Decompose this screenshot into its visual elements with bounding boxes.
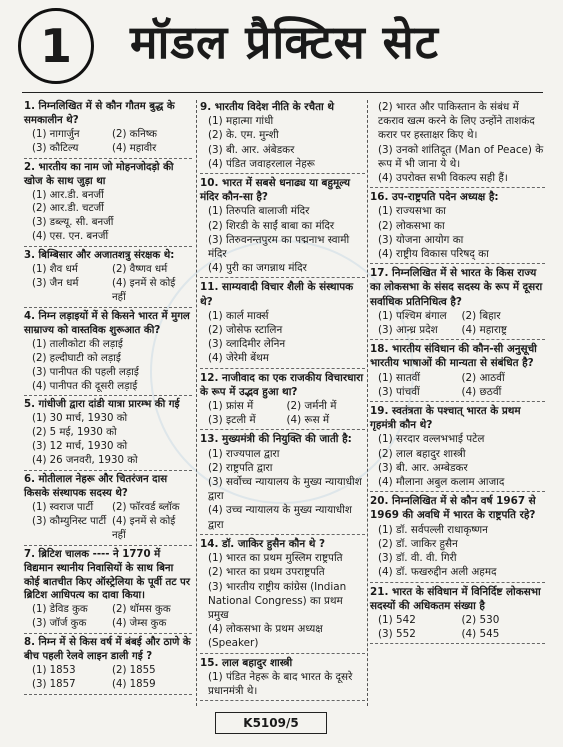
option-row bbox=[24, 128, 192, 142]
option: (3) 552 bbox=[378, 628, 416, 641]
question bbox=[24, 636, 192, 692]
option: (1) तिरुपति बालाजी मंदिर bbox=[208, 205, 310, 218]
question-separator bbox=[370, 491, 545, 492]
option: (3) योजना आयोग का bbox=[378, 233, 464, 246]
option-row bbox=[24, 142, 192, 156]
option: (2) कनिष्क bbox=[112, 128, 158, 140]
option: (3) व्लादिमीर लेनिन bbox=[208, 338, 286, 351]
option: (2) 1855 bbox=[112, 665, 156, 677]
option: (4) उच्च न्यायालय के मुख्य न्यायाधीश द्वारा bbox=[208, 504, 352, 531]
question bbox=[370, 585, 545, 642]
option-row bbox=[370, 309, 545, 323]
option: (1) फ्रांस में bbox=[208, 400, 254, 413]
option: (2) वैष्णव धर्म bbox=[112, 264, 168, 276]
option: (2) लोकसभा का bbox=[378, 219, 445, 232]
question-separator bbox=[200, 534, 365, 535]
option: (4) उपरोक्त सभी विकल्प सही हैं। bbox=[378, 172, 508, 185]
option-row bbox=[200, 413, 365, 427]
question-separator bbox=[24, 158, 192, 159]
option: (1) नागार्जुन bbox=[32, 128, 80, 140]
option: (3) 1857 bbox=[32, 678, 76, 690]
question bbox=[200, 280, 365, 365]
option: (4) महाराष्ट्र bbox=[461, 324, 507, 337]
option: (4) 1859 bbox=[112, 678, 156, 690]
question-separator bbox=[24, 694, 192, 695]
question-separator bbox=[24, 307, 192, 308]
question bbox=[200, 176, 365, 275]
option-row bbox=[24, 603, 192, 617]
option: (4) लोकसभा के प्रथम अध्यक्ष (Speaker) bbox=[208, 623, 323, 650]
option-row bbox=[24, 277, 192, 305]
option: (4) इनमें से कोई नहीं bbox=[112, 515, 176, 541]
option: (2) राष्ट्रपति द्वारा bbox=[208, 461, 273, 474]
question-text: 7. ब्रिटिश चालक ---- ने 1770 में विद्यमान स्थानीय निवासियों के साथ बिना कोई बातचीत किए ऑस्ट्रेलिया के पूर्वी तट पर ब्रिटिश आधिपत्य का दावा किया। bbox=[24, 548, 190, 602]
option: (4) पानीपत की दूसरी लड़ाई bbox=[32, 380, 138, 392]
option: (3) जॉर्ज कुक bbox=[32, 618, 87, 630]
question bbox=[200, 537, 365, 651]
question-text: 17. निम्नलिखित में से भारत के किस राज्य का लोकसभा के संसद सदस्य के रूप में दूसरा सर्वाधिक प्रतिनिधित्व है? bbox=[370, 267, 543, 308]
option-row bbox=[24, 617, 192, 631]
option: (1) भारत का प्रथम मुस्लिम राष्ट्रपति bbox=[208, 552, 343, 565]
option: (1) महात्मा गांधी bbox=[208, 115, 274, 128]
question-text: 1. निम्नलिखित में से कौन गौतम बुद्ध के समकालीन थे? bbox=[24, 101, 175, 126]
option: (3) तिरुवनन्तपुरम का पद्मनाभ स्वामी मंदिर bbox=[208, 233, 350, 261]
question bbox=[200, 656, 365, 699]
option: (2) 530 bbox=[461, 613, 500, 626]
option: (3) बी. आर. अम्बेडकर bbox=[378, 461, 468, 474]
header-divider bbox=[22, 92, 543, 93]
option-row bbox=[370, 323, 545, 337]
question-separator bbox=[200, 277, 365, 278]
question-text: 14. डॉ. जाकिर हुसैन कौन थे ? bbox=[200, 537, 326, 550]
question-separator bbox=[370, 643, 545, 644]
question-separator bbox=[24, 633, 192, 634]
option: (2) लाल बहादुर शास्त्री bbox=[378, 447, 466, 460]
column-divider-1 bbox=[196, 100, 197, 706]
option: (1) कार्ल मार्क्स bbox=[208, 309, 269, 322]
option-row bbox=[24, 664, 192, 678]
question-separator bbox=[200, 368, 365, 369]
option: (3) जैन धर्म bbox=[32, 278, 79, 290]
option: (1) शैव धर्म bbox=[32, 264, 78, 276]
option: (3) 12 मार्च, 1930 को bbox=[32, 441, 128, 453]
option: (1) पश्चिम बंगाल bbox=[378, 309, 447, 322]
option: (3) आन्ध्र प्रदेश bbox=[378, 324, 438, 337]
question-text: 21. भारत के संविधान में विनिर्दिष्ट लोकसभा सदस्यों की अधिकतम संख्या है bbox=[370, 585, 541, 612]
question-text: 12. नाजीवाद का एक राजकीय विचारधारा के रूप में उद्भव हुआ था? bbox=[200, 371, 364, 398]
page-code: K5109/5 bbox=[215, 712, 327, 734]
question-text: 11. साम्यवादी विचार शैली के संस्थापक थे? bbox=[200, 281, 354, 308]
question-separator bbox=[370, 401, 545, 402]
question bbox=[24, 398, 192, 468]
option: (1) सरदार वल्लभभाई पटेल bbox=[378, 433, 485, 446]
option: (4) 26 जनवरी, 1930 को bbox=[32, 455, 138, 467]
option-row bbox=[370, 385, 545, 399]
column-divider-2 bbox=[367, 100, 368, 706]
option: (1) डेविड कुक bbox=[32, 604, 88, 616]
question bbox=[24, 161, 192, 245]
option: (4) इनमें से कोई नहीं bbox=[112, 278, 176, 303]
option: (4) पंडित जवाहरलाल नेहरू bbox=[208, 157, 315, 170]
option: (2) जर्मनी में bbox=[286, 400, 337, 413]
question-text: 20. निम्नलिखित में से कौन वर्ष 1967 से 1969 की अवधि में भारत के राष्ट्रपति रहे? bbox=[370, 495, 536, 522]
option-row bbox=[24, 501, 192, 515]
option: (4) महावीर bbox=[112, 142, 157, 154]
option: (1) 30 मार्च, 1930 को bbox=[32, 413, 128, 425]
question bbox=[200, 100, 365, 171]
column-3 bbox=[370, 100, 545, 646]
option: (3) बी. आर. अंबेडकर bbox=[208, 143, 295, 156]
option: (3) उनको शांतिदूत (Man of Peace) के रूप में भी जाना ये थे। bbox=[378, 143, 544, 170]
question-separator bbox=[370, 582, 545, 583]
question-text: 13. मुख्यमंत्री की नियुक्ति की जाती है: bbox=[200, 433, 352, 446]
option: (3) कौम्युनिस्ट पार्टी bbox=[32, 515, 107, 527]
set-number-badge: 1 bbox=[18, 8, 94, 84]
option: (2) डॉ. जाकिर हुसैन bbox=[378, 537, 458, 550]
option: (2) भारत और पाकिस्तान के संबंध में टकराव खत्म करने के लिए उन्होंने ताशकंद करार पर हस्ताक्षर किए थे। bbox=[378, 101, 535, 142]
option: (2) जोसेफ स्टालिन bbox=[208, 324, 283, 337]
option-row bbox=[24, 678, 192, 692]
option: (4) छठवीं bbox=[461, 385, 502, 398]
question-separator bbox=[370, 187, 545, 188]
option: (4) पुरी का जगन्नाथ मंदिर bbox=[208, 262, 307, 275]
question bbox=[24, 310, 192, 394]
question-text: 18. भारतीय संविधान की कौन-सी अनुसूची भारतीय भाषाओं की मान्यता से संबंधित है? bbox=[370, 343, 537, 370]
option: (3) इटली में bbox=[208, 414, 256, 427]
question-text: 10. भारत में सबसे धनाढ्य या बहुमूल्य मंदिर कौन-सा है? bbox=[200, 177, 350, 204]
question-text: 15. लाल बहादुर शास्त्री bbox=[200, 656, 293, 669]
question-separator bbox=[24, 246, 192, 247]
option: (1) स्वराज पार्टी bbox=[32, 501, 94, 513]
question-separator bbox=[370, 263, 545, 264]
question-text: 2. भारतीय का नाम जो मोहनजोदड़ो की खोज के साथ जुड़ा था bbox=[24, 161, 174, 187]
question bbox=[24, 249, 192, 305]
option: (3) सर्वोच्च न्यायालय के मुख्य न्यायाधीश द्वारा bbox=[208, 476, 362, 503]
column-2 bbox=[200, 100, 365, 703]
question bbox=[370, 266, 545, 337]
question bbox=[370, 494, 545, 579]
question-separator bbox=[200, 700, 365, 701]
option-row bbox=[370, 613, 545, 627]
option: (2) आर.डी. चटर्जी bbox=[32, 203, 104, 215]
option: (1) 1853 bbox=[32, 665, 76, 677]
option: (4) रूस में bbox=[286, 414, 330, 427]
question-separator bbox=[200, 429, 365, 430]
question bbox=[370, 404, 545, 489]
question-text: 3. बिम्बिसार और अजातशत्रु संरक्षक थे: bbox=[24, 250, 175, 262]
question bbox=[24, 548, 192, 632]
option: (1) राज्यपाल द्वारा bbox=[208, 447, 280, 460]
option: (3) कौटिल्य bbox=[32, 142, 79, 154]
column-1 bbox=[24, 100, 192, 697]
option: (2) भारत का प्रथम उपराष्ट्रपति bbox=[208, 566, 325, 579]
option: (3) डब्ल्यू. सी. बनर्जी bbox=[32, 217, 114, 229]
option-row bbox=[24, 263, 192, 277]
question bbox=[200, 432, 365, 531]
question bbox=[24, 473, 192, 543]
question-separator bbox=[24, 545, 192, 546]
option: (1) राज्यसभा का bbox=[378, 205, 446, 218]
question-text: 6. मोतीलाल नेहरू और चितरंजन दास किसके संस्थापक सदस्य थे? bbox=[24, 474, 168, 499]
question bbox=[200, 371, 365, 428]
option: (2) के. एम. मुन्शी bbox=[208, 129, 279, 142]
option: (2) 5 मई, 1930 को bbox=[32, 427, 117, 439]
option: (1) आर.डी. बनर्जी bbox=[32, 189, 104, 201]
option-row bbox=[370, 371, 545, 385]
option: (4) डॉ. फखरुद्दीन अली अहमद bbox=[378, 566, 497, 579]
option: (4) जेरेमी बेंथम bbox=[208, 352, 269, 365]
option: (4) मौलाना अबुल कलाम आजाद bbox=[378, 476, 505, 489]
question-separator bbox=[370, 339, 545, 340]
option: (4) एस. एन. बनर्जी bbox=[32, 231, 109, 243]
option: (2) फॉरवर्ड ब्लॉक bbox=[112, 501, 180, 513]
question-text: 19. स्वतंत्रता के पश्चात् भारत के प्रथम गृहमंत्री कौन थे? bbox=[370, 405, 521, 432]
option: (2) बिहार bbox=[461, 309, 501, 322]
option: (1) डॉ. सर्वपल्ली राधाकृष्णन bbox=[378, 523, 488, 536]
question-separator bbox=[200, 173, 365, 174]
option: (3) पानीपत की पहली लड़ाई bbox=[32, 366, 139, 378]
question-text: 16. उप-राष्ट्रपति पदेन अध्यक्ष है: bbox=[370, 191, 499, 204]
option: (3) पांचवीं bbox=[378, 385, 420, 398]
option: (1) 542 bbox=[378, 613, 416, 626]
option-row bbox=[24, 515, 192, 543]
question-text: 8. निम्न में से किस वर्ष में बंबई और ठाणे के बीच पहली रेलवे लाइन डाली गई ? bbox=[24, 637, 191, 663]
option: (1) तालीकोटा की लड़ाई bbox=[32, 338, 123, 350]
question-text: 9. भारतीय विदेश नीति के रचैता थे bbox=[200, 101, 334, 113]
question-separator bbox=[200, 653, 365, 654]
header bbox=[0, 0, 563, 100]
question-text: 4. निम्न लड़ाइयों में से किसने भारत में मुगल साम्राज्य को वास्तविक शुरूआत की? bbox=[24, 310, 190, 336]
option-row bbox=[200, 399, 365, 413]
question bbox=[24, 100, 192, 156]
option: (1) सातवीं bbox=[378, 371, 421, 384]
option: (4) राष्ट्रीय विकास परिषद् का bbox=[378, 248, 489, 261]
question bbox=[370, 190, 545, 261]
question-separator bbox=[24, 395, 192, 396]
option: (4) 545 bbox=[461, 628, 500, 641]
option: (3) भारतीय राष्ट्रीय कांग्रेस (Indian National Congress) का प्रथम प्रमुख bbox=[208, 580, 347, 621]
question bbox=[370, 342, 545, 399]
question bbox=[370, 100, 545, 185]
option-row bbox=[370, 627, 545, 641]
option: (2) थॉमस कुक bbox=[112, 604, 171, 616]
page-title: मॉडल प्रैक्टिस सेट bbox=[130, 15, 439, 69]
option: (2) आठवीं bbox=[461, 371, 505, 384]
question-text: 5. गांधीजी द्वारा दांडी यात्रा प्रारम्भ की गई bbox=[24, 399, 180, 411]
option: (2) शिरडी के साईं बाबा का मंदिर bbox=[208, 219, 335, 232]
question-separator bbox=[24, 470, 192, 471]
option: (4) जेम्स कुक bbox=[112, 618, 167, 630]
option: (1) पंडित नेहरू के बाद भारत के दूसरे प्रधानमंत्री थे। bbox=[208, 670, 353, 697]
option: (2) हल्दीघाटी को लड़ाई bbox=[32, 352, 121, 364]
option: (3) डॉ. वी. वी. गिरी bbox=[378, 552, 457, 565]
